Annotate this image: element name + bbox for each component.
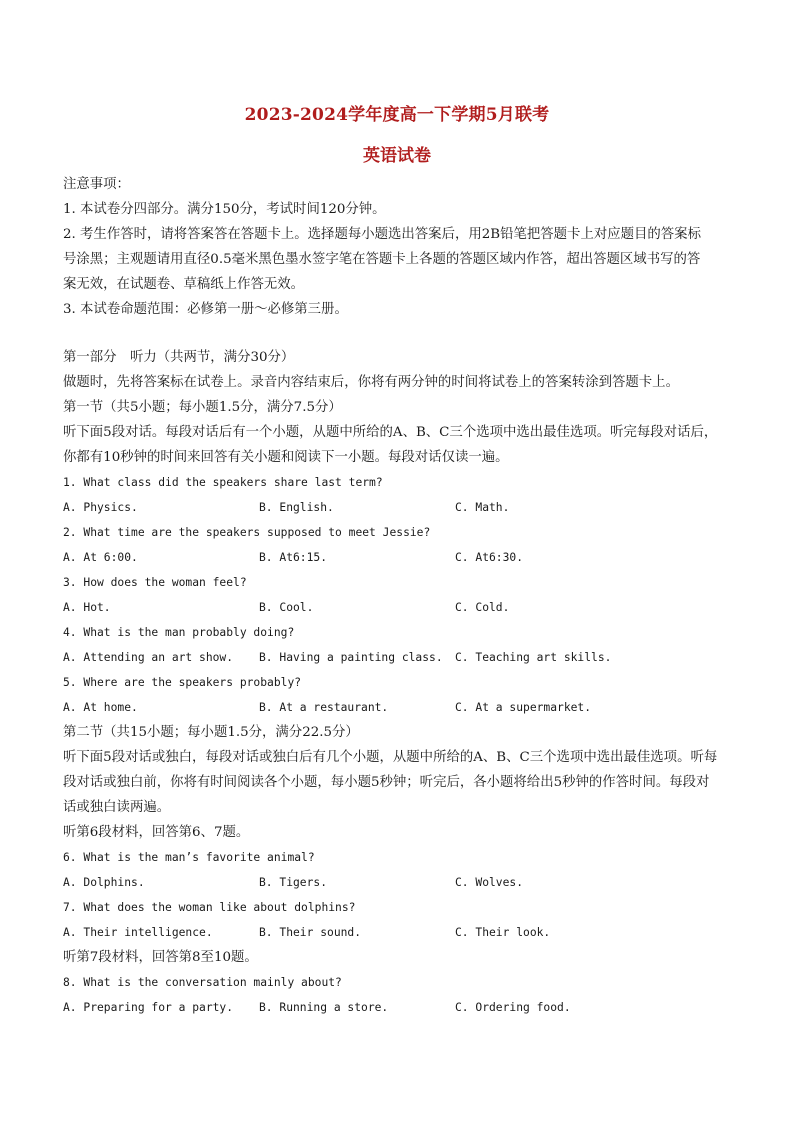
option-c: C. Cold.	[455, 601, 510, 614]
option-c: C. Teaching art skills.	[455, 651, 612, 664]
option-b: B. Running a store.	[259, 1001, 389, 1014]
option-c: C. At6:30.	[455, 551, 524, 564]
option-b: B. English.	[259, 501, 334, 514]
question-5-options	[63, 695, 743, 720]
option-a: A. At 6:00.	[63, 551, 138, 564]
option-b: B. Tigers.	[259, 876, 328, 889]
option-c: C. At a supermarket.	[455, 701, 592, 714]
question-1-options	[63, 495, 743, 520]
option-b: B. At a restaurant.	[259, 701, 389, 714]
section2-intro-line-3: 话或独白读两遍。	[63, 800, 171, 815]
option-a: A. Attending an art show.	[63, 651, 234, 664]
exam-title: 2023-2024学年度高一下学期5月联考	[244, 105, 550, 125]
note-item-2-line-1: 2. 考生作答时，请将答案答在答题卡上。选择题每小题选出答案后，用2B铅笔把答题卡上对应题目的答案标	[63, 227, 701, 242]
question-2-options	[63, 545, 743, 570]
note-item-3: 3. 本试卷命题范围：必修第一册～必修第三册。	[63, 302, 348, 317]
option-b: B. At6:15.	[259, 551, 328, 564]
section2-intro-line-2: 段对话或独白前，你将有时间阅读各个小题，每小题5秒钟；听完后，各小题将给出5秒钟的作答时间。每段对	[63, 775, 710, 790]
part1-intro: 做题时，先将答案标在试卷上。录音内容结束后，你将有两分钟的时间将试卷上的答案转涂到答题卡上。	[63, 375, 679, 390]
option-c: C. Wolves.	[455, 876, 524, 889]
note-item-2-line-2: 号涂黑；主观题请用直径0.5毫米黑色墨水签字笔在答题卡上各题的答题区域内作答，超出答题区域书写的答	[63, 252, 701, 267]
option-c: C. Math.	[455, 501, 510, 514]
question-6: 6. What is the man’s favorite animal?	[63, 851, 315, 864]
question-6-options	[63, 870, 743, 895]
material-6-instruction: 听第6段材料，回答第6、7题。	[63, 825, 250, 840]
part1-heading: 第一部分 听力（共两节，满分30分）	[63, 350, 295, 365]
question-3: 3. How does the woman feel?	[63, 576, 247, 589]
question-8-options	[63, 995, 743, 1020]
option-a: A. Their intelligence.	[63, 926, 213, 939]
question-4-options	[63, 645, 743, 670]
question-7-options	[63, 920, 743, 945]
question-3-options	[63, 595, 743, 620]
question-4: 4. What is the man probably doing?	[63, 626, 295, 639]
question-2: 2. What time are the speakers supposed to meet Jessie?	[63, 526, 431, 539]
exam-subtitle: 英语试卷	[363, 146, 431, 166]
note-item-1: 1. 本试卷分四部分。满分150分，考试时间120分钟。	[63, 202, 386, 217]
option-a: A. Preparing for a party.	[63, 1001, 234, 1014]
section2-intro-line-1: 听下面5段对话或独白，每段对话或独白后有几个小题，从题中所给的A、B、C三个选项中选出最佳选项。听每	[63, 750, 718, 765]
option-b: B. Their sound.	[259, 926, 362, 939]
section2-heading: 第二节（共15小题；每小题1.5分，满分22.5分）	[63, 725, 359, 740]
question-8: 8. What is the conversation mainly about?	[63, 976, 342, 989]
option-a: A. Dolphins.	[63, 876, 145, 889]
section1-intro-line-2: 你都有10秒钟的时间来回答有关小题和阅读下一小题。每段对话仅读一遍。	[63, 450, 509, 465]
question-1: 1. What class did the speakers share last term?	[63, 476, 383, 489]
option-b: B. Having a painting class.	[259, 651, 443, 664]
option-c: C. Ordering food.	[455, 1001, 571, 1014]
option-a: A. Hot.	[63, 601, 111, 614]
question-7: 7. What does the woman like about dolphins?	[63, 901, 356, 914]
option-a: A. Physics.	[63, 501, 138, 514]
material-7-instruction: 听第7段材料，回答第8至10题。	[63, 950, 258, 965]
notes-heading: 注意事项：	[63, 177, 130, 192]
section1-heading: 第一节（共5小题；每小题1.5分，满分7.5分）	[63, 400, 342, 415]
option-a: A. At home.	[63, 701, 138, 714]
question-5: 5. Where are the speakers probably?	[63, 676, 302, 689]
note-item-2-line-3: 案无效，在试题卷、草稿纸上作答无效。	[63, 277, 305, 292]
section1-intro-line-1: 听下面5段对话。每段对话后有一个小题，从题中所给的A、B、C三个选项中选出最佳选项。听完每段对话后，	[63, 425, 718, 440]
option-c: C. Their look.	[455, 926, 551, 939]
option-b: B. Cool.	[259, 601, 314, 614]
